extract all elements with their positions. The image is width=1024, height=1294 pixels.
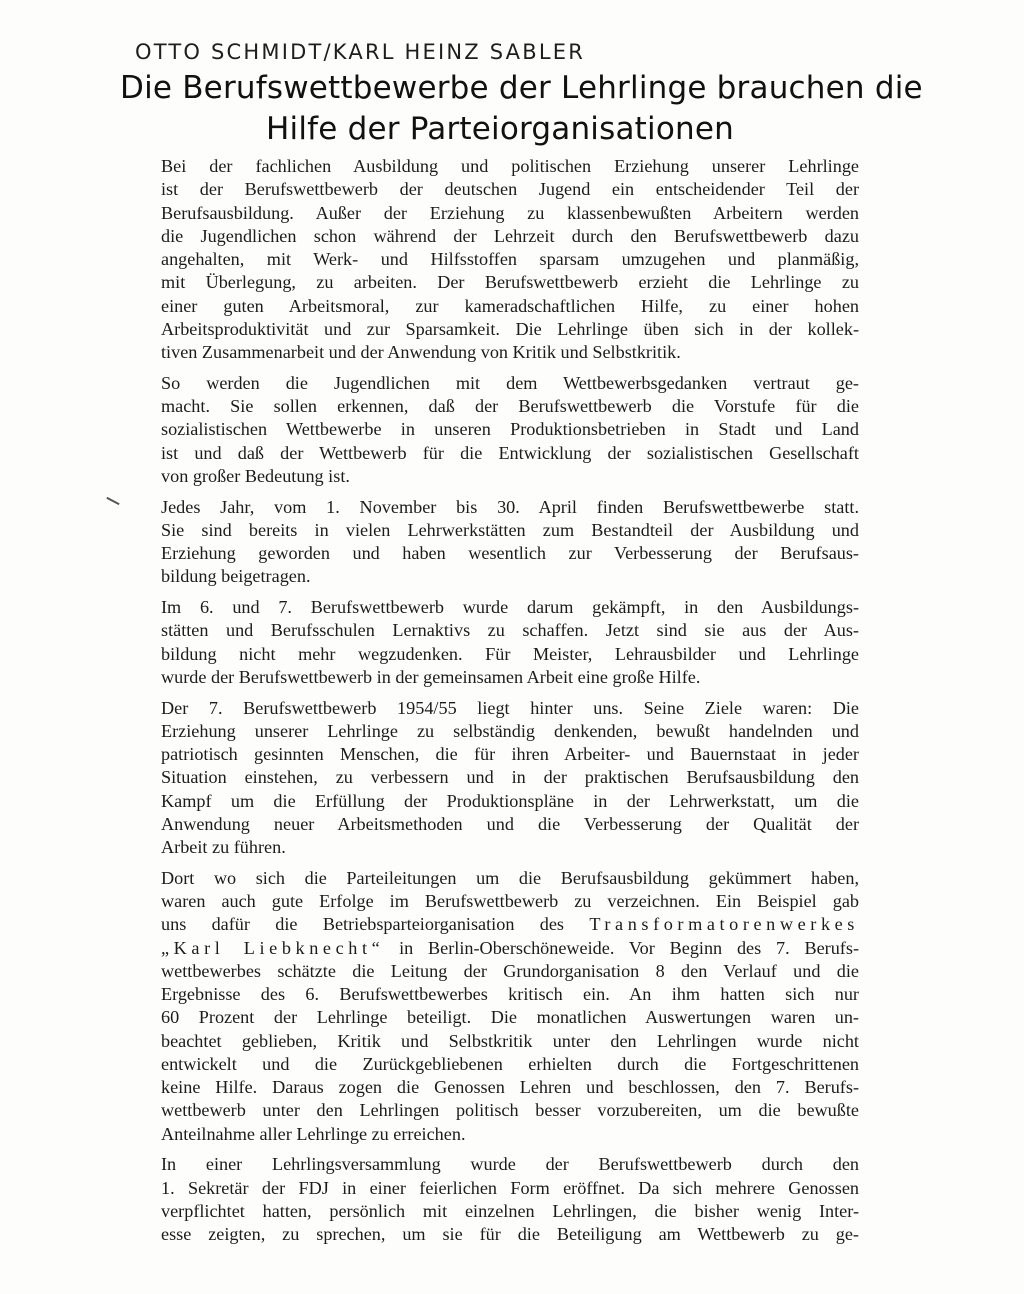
text-line: Dort wo sich die Parteileitungen um die Berufsausbildung gekümmert haben,	[161, 867, 859, 888]
text-line: angehalten, mit Werk- und Hilfsstoffen sparsam umzugehen und planmäßig,	[161, 249, 859, 269]
paragraph-3	[133, 496, 859, 589]
text-line: ist und daß der Wettbewerb für die Entwicklung der sozialistischen Gesellschaft	[161, 442, 859, 463]
paragraph-5	[133, 697, 859, 860]
text-line: Kampf um die Erfüllung der Produktionspläne in der Lehrwerkstatt, um die	[161, 790, 859, 811]
text-line: keine Hilfe. Daraus zogen die Genossen Lehren und beschlossen, den 7. Berufs-	[161, 1077, 859, 1097]
text-line: Arbeitsproduktivität und zur Sparsamkeit. Die Lehrlinge üben sich in der kollek-	[161, 318, 859, 339]
text-line: einer guten Arbeitsmoral, zur kameradschaftlichen Hilfe, zu einer hohen	[161, 295, 859, 316]
text-line	[133, 913, 859, 936]
article-title	[120, 68, 923, 150]
text-fragment: uns dafür die Betriebsparteiorganisation des	[161, 914, 564, 935]
text-fragment: in Berlin-Oberschöneweide. Vor Beginn des 7. Berufs-	[399, 937, 859, 958]
text-line: Ergebnisse des 6. Berufswettbewerbes kritisch ein. An ihm hatten sich nur	[161, 984, 859, 1004]
text-line: bildung nicht mehr wegzudenken. Für Meister, Lehrausbilder und Lehrlinge	[161, 643, 859, 664]
text-line: von großer Bedeutung ist.	[161, 465, 350, 486]
text-line: Situation einstehen, zu verbessern und in der praktischen Berufsausbildung den	[161, 767, 859, 788]
paragraph-7	[133, 1153, 859, 1246]
text-line: 60 Prozent der Lehrlinge beteiligt. Die monatlichen Auswertungen waren un-	[161, 1007, 859, 1028]
text-line: Bei der fachlichen Ausbildung und politischen Erziehung unserer Lehrlinge	[161, 156, 859, 176]
authors-line: OTTO SCHMIDT/KARL HEINZ SABLER	[135, 40, 585, 64]
text-line: mit Überlegung, zu arbeiten. Der Berufswettbewerb erzieht die Lehrlinge zu	[161, 272, 859, 293]
text-line: So werden die Jugendlichen mit dem Wettbewerbsgedanken vertraut ge-	[161, 372, 859, 393]
text-line: 1. Sekretär der FDJ in einer feierlichen Form eröffnet. Da sich mehrere Genossen	[161, 1177, 859, 1198]
text-line: wurde der Berufswettbewerb in der gemeinsamen Arbeit eine große Hilfe.	[161, 666, 701, 687]
text-line: Im 6. und 7. Berufswettbewerb wurde darum gekämpft, in den Ausbildungs-	[161, 597, 859, 617]
title-line-2: Hilfe der Parteiorganisationen	[266, 111, 734, 147]
paragraph-2	[133, 372, 859, 488]
spaced-company-name: Transformatorenwerkes	[589, 914, 859, 935]
text-line: wettbewerb unter den Lehrlingen politisch besser vorzubereiten, um die bewußte	[161, 1100, 859, 1121]
text-line: Arbeit zu führen.	[161, 837, 286, 857]
text-line: Der 7. Berufswettbewerb 1954/55 liegt hinter uns. Seine Ziele waren: Die	[161, 697, 859, 718]
text-line: esse zeigten, zu sprechen, um sie für die Beteiligung am Wettbewerb zu ge-	[161, 1224, 859, 1244]
text-line: In einer Lehrlingsversammlung wurde der Berufswettbewerb durch den	[161, 1154, 859, 1175]
text-line: patriotisch gesinnten Menschen, die für ihren Arbeiter- und Bauernstaat in jeder	[161, 744, 859, 764]
text-line: stätten und Berufsschulen Lernaktivs zu schaffen. Jetzt sind sie aus der Aus-	[161, 620, 859, 641]
text-line: ist der Berufswettbewerb der deutschen Jugend ein entscheidender Teil der	[161, 179, 859, 200]
text-line: sozialistischen Wettbewerbe in unseren Produktionsbetrieben in Stadt und Land	[161, 419, 859, 440]
text-line: die Jugendlichen schon während der Lehrzeit durch den Berufswettbewerb dazu	[161, 225, 859, 246]
paragraph-1	[133, 155, 859, 364]
text-line: tiven Zusammenarbeit und der Anwendung von Kritik und Selbstkritik.	[161, 342, 681, 362]
text-line: Jedes Jahr, vom 1. November bis 30. April finden Berufswettbewerbe statt.	[161, 496, 859, 517]
text-line: Sie sind bereits in vielen Lehrwerkstätten zum Bestandteil der Ausbildung und	[161, 519, 859, 540]
text-line: bildung beigetragen.	[161, 566, 311, 587]
text-line: beachtet geblieben, Kritik und Selbstkritik unter den Lehrlingen wurde nicht	[161, 1030, 859, 1051]
text-line: Erziehung unserer Lehrlinge zu selbständig denkenden, bewußt handelnden und	[161, 720, 859, 741]
text-line: wettbewerbes schätzte die Leitung der Grundorganisation 8 den Verlauf und die	[161, 960, 859, 981]
text-line: Berufsausbildung. Außer der Erziehung zu klassenbewußten Arbeitern werden	[161, 202, 859, 223]
text-line: macht. Sie sollen erkennen, daß der Berufswettbewerb die Vorstufe für die	[161, 396, 859, 416]
text-line: Anwendung neuer Arbeitsmethoden und die Verbesserung der Qualität der	[161, 813, 859, 834]
spaced-plant-name: „Karl Liebknecht“	[161, 937, 385, 958]
paragraph-6	[133, 867, 859, 1146]
text-line: entwickelt und die Zurückgebliebenen erhielten durch die Fortgeschrittenen	[161, 1053, 859, 1074]
text-line: Anteilnahme aller Lehrlinge zu erreichen.	[161, 1123, 466, 1144]
article-body	[133, 155, 859, 1254]
title-line-1: Die Berufswettbewerbe der Lehrlinge brauchen die	[120, 70, 923, 106]
text-line: verpflichtet hatten, persönlich mit einzelnen Lehrlingen, die bisher wenig Inter-	[161, 1200, 859, 1221]
text-line: waren auch gute Erfolge im Berufswettbewerb zu verzeichnen. Ein Beispiel gab	[161, 891, 859, 911]
text-line: Erziehung geworden und haben wesentlich zur Verbesserung der Berufsaus-	[161, 543, 859, 563]
text-line	[133, 937, 859, 960]
margin-mark	[106, 497, 119, 505]
paragraph-4	[133, 596, 859, 689]
